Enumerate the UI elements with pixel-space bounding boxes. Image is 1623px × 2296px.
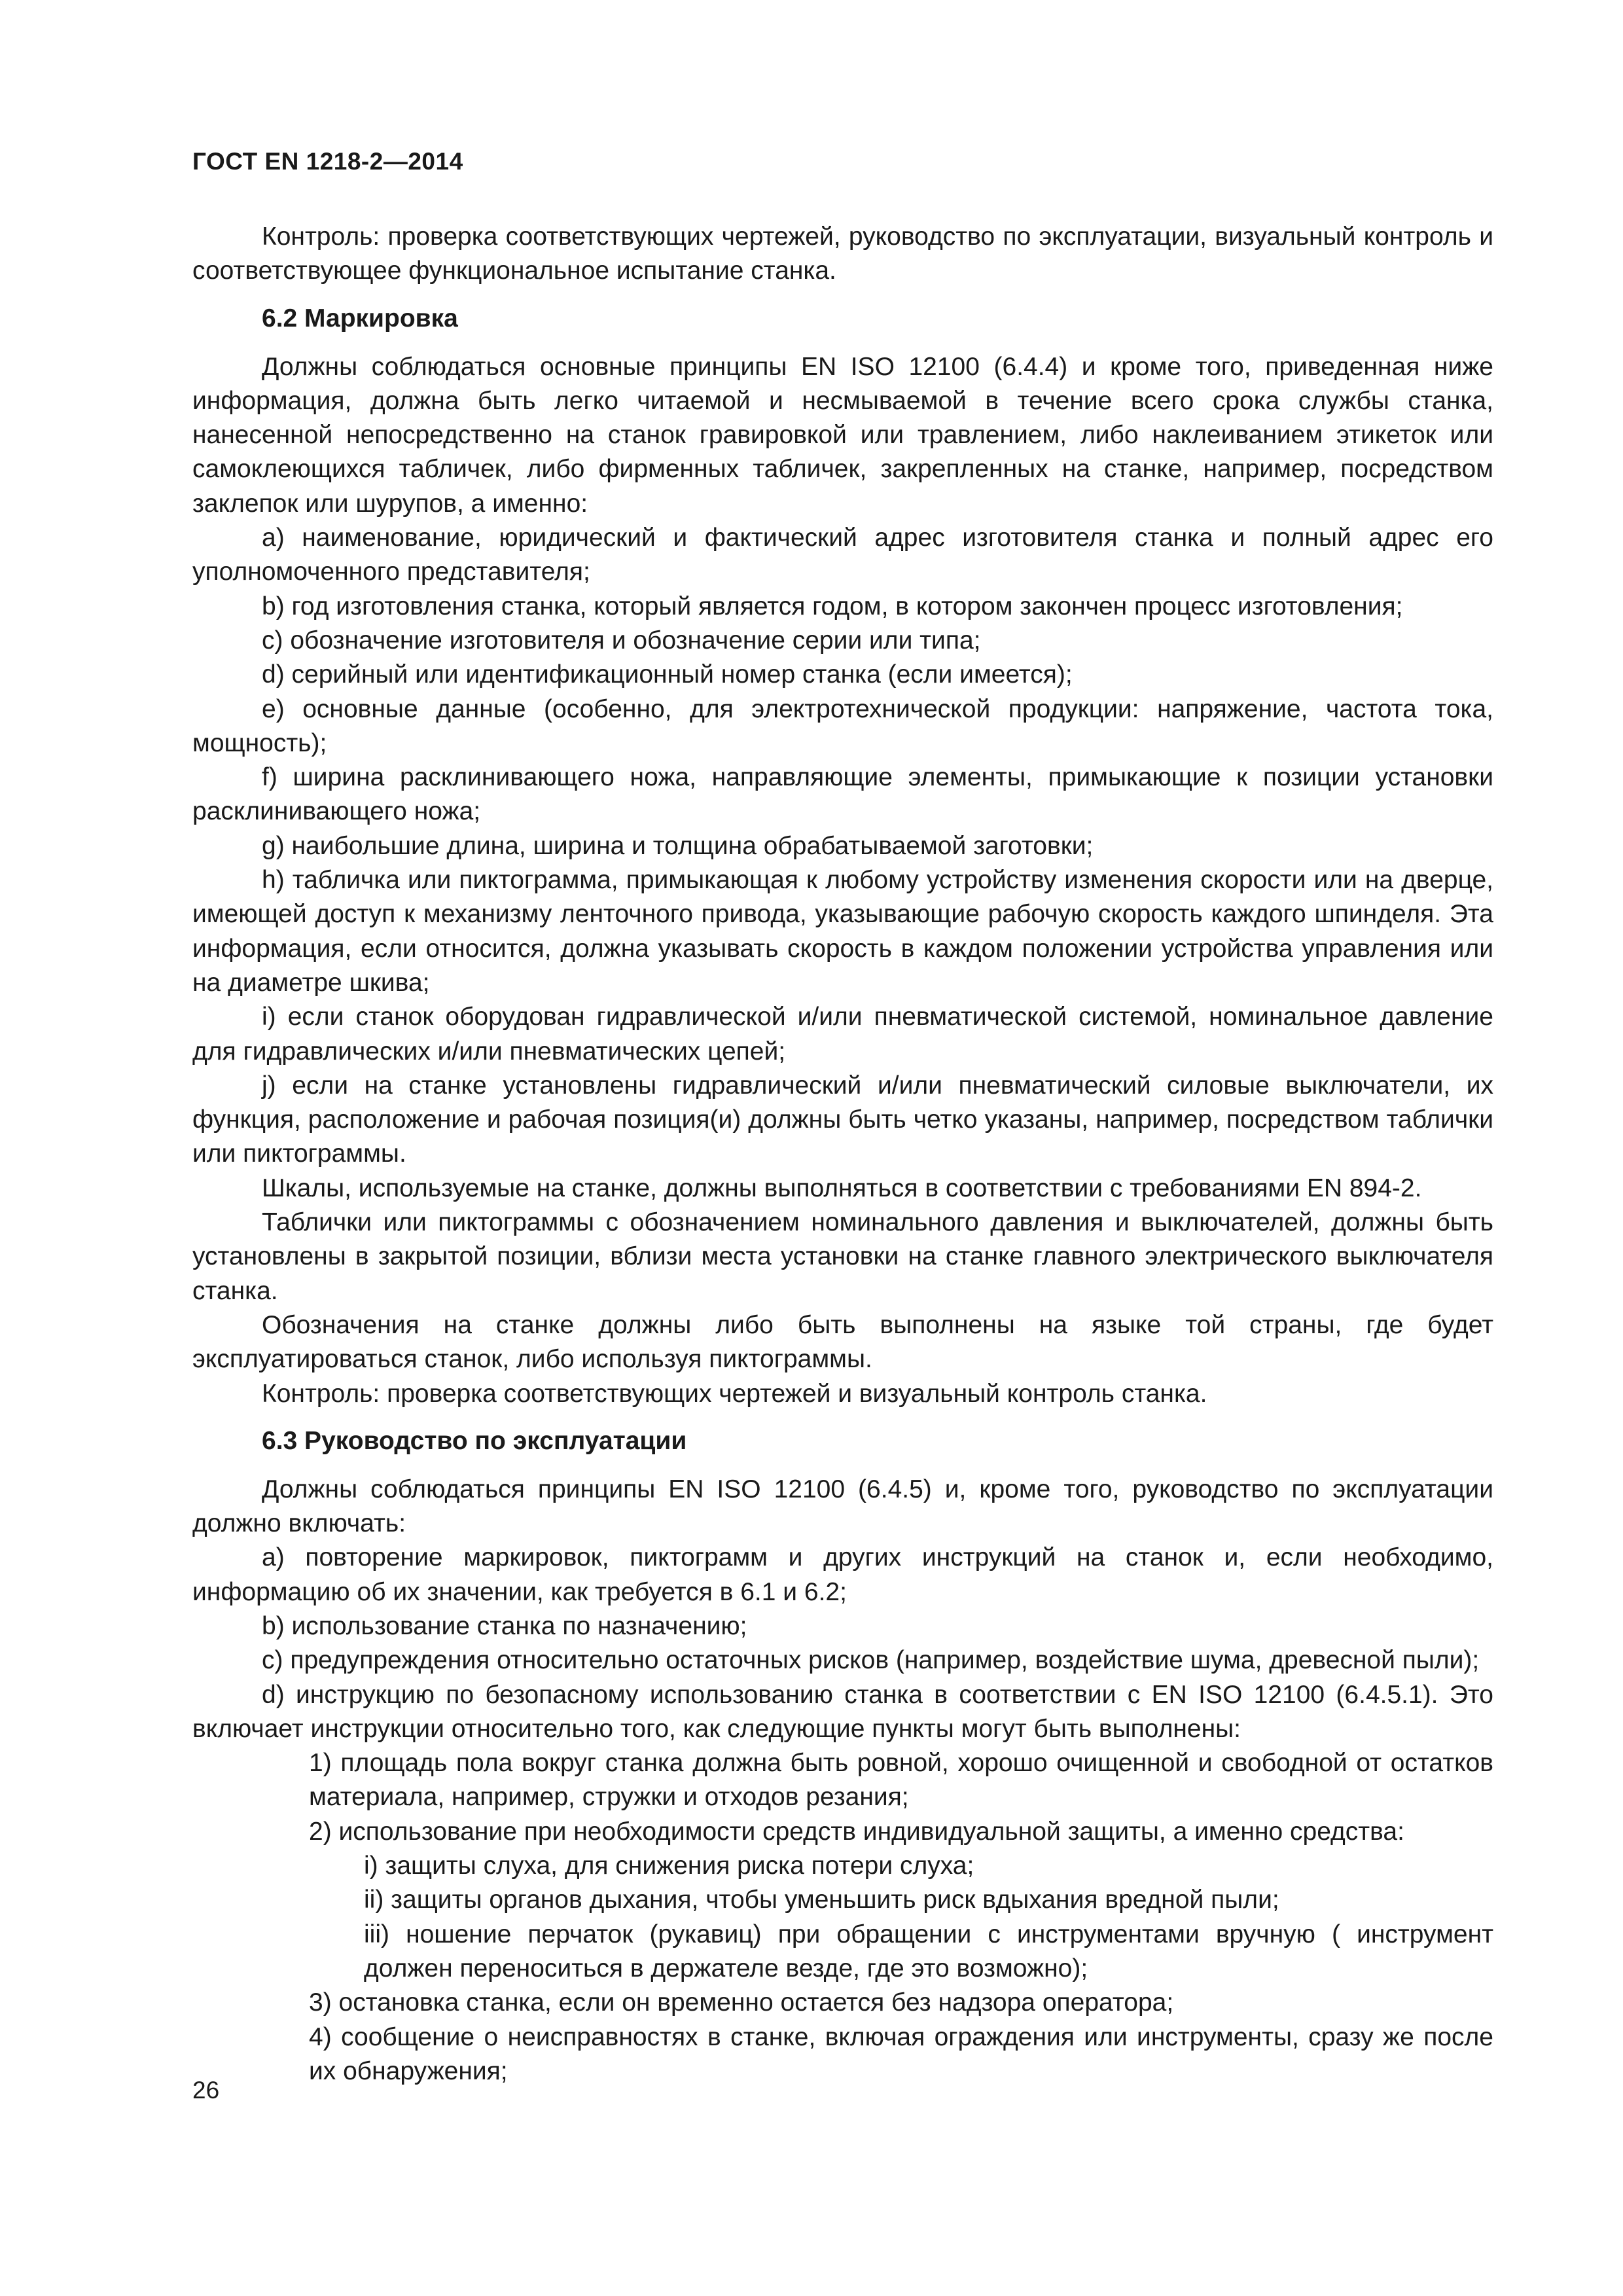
list-item: g) наибольшие длина, ширина и толщина обрабатываемой заготовки;: [262, 831, 1094, 860]
list-item: b) год изготовления станка, который является годом, в котором закончен процесс изготовления;: [262, 592, 1403, 620]
paragraph: Контроль: проверка соответствующих чертежей и визуальный контроль станка.: [262, 1379, 1207, 1408]
paragraph: Должны соблюдаться принципы EN ISO 12100 (6.4.5) и, кроме того, руководство по эксплуатации должно включать:: [192, 1475, 1493, 1538]
page-number: 26: [192, 2077, 220, 2104]
sub-list-item: 4) сообщение о неисправностях в станке, включая ограждения или инструменты, сразу же после их обнаружения;: [309, 2022, 1493, 2085]
list-item: b) использование станка по назначению;: [262, 1611, 747, 1640]
list-item: f) ширина расклинивающего ножа, направляющие элементы, примыкающие к позиции установки расклинивающего ножа;: [192, 763, 1493, 826]
paragraph: Контроль: проверка соответствующих чертежей, руководство по эксплуатации, визуальный контроль и соответствующее функциональное испытание станка.: [192, 223, 1493, 285]
list-item: a) повторение маркировок, пиктограмм и других инструкций на станок и, если необходимо, информацию об их значении, как требуется в 6.1 и 6.2;: [192, 1543, 1493, 1606]
list-item: d) инструкцию по безопасному использованию станка в соответствии с EN ISO 12100 (6.4.5.1). Это включает инструкции относительно того, как следующие пункты могут быть выполнены:: [192, 1680, 1493, 1743]
sub-sub-list-item: i) защиты слуха, для снижения риска потери слуха;: [364, 1852, 974, 1880]
paragraph: Таблички или пиктограммы с обозначением номинального давления и выключателей, должны быть установлены в закрытой позиции, вблизи места установки на станке главного электрического выключателя станка.: [192, 1208, 1493, 1305]
list-item: i) если станок оборудован гидравлической и/или пневматической системой, номинальное давление для гидравлических и/или пневматических цепей;: [192, 1003, 1493, 1066]
list-item: c) обозначение изготовителя и обозначение серии или типа;: [262, 626, 981, 655]
paragraph: Шкалы, используемые на станке, должны выполняться в соответствии с требованиями EN 894-2.: [262, 1174, 1422, 1202]
paragraph: Должны соблюдаться основные принципы EN ISO 12100 (6.4.4) и кроме того, приведенная ниже информация, должна быть легко читаемой и несмываемой в течение всего срока службы станка, нанесенной непосредственно на станок гравировкой или травлением, либо наклеиванием этикеток или самоклеющихся табличек, либо фирменных табличек, закрепленных на станке, например, посредством заклепок или шурупов, а именно:: [192, 352, 1493, 518]
sub-sub-list-item: ii) защиты органов дыхания, чтобы уменьшить риск вдыхания вредной пыли;: [364, 1886, 1279, 1914]
section-heading-6-3: 6.3 Руководство по эксплуатации: [262, 1426, 687, 1455]
section-heading-6-2: 6.2 Маркировка: [262, 304, 458, 332]
list-item: e) основные данные (особенно, для электротехнической продукции: напряжение, частота тока, мощность);: [192, 694, 1493, 757]
sub-list-item: 1) площадь пола вокруг станка должна быть ровной, хорошо очищенной и свободной от остатков материала, например, стружки и отходов резания;: [309, 1749, 1493, 1812]
sub-list-item: 3) остановка станка, если он временно остается без надзора оператора;: [309, 1988, 1174, 2017]
list-item: j) если на станке установлены гидравлический и/или пневматический силовые выключатели, их функция, расположение и рабочая позиция(и) должны быть четко указаны, например, посредством таблички или пиктограммы.: [192, 1071, 1493, 1168]
document-body: [192, 220, 1493, 2089]
list-item: h) табличка или пиктограмма, примыкающая к любому устройству изменения скорости или на дверце, имеющей доступ к механизму ленточного привода, указывающие рабочую скорость каждого шпинделя. Эта информация, если относится, должна указывать скорость в каждом положении устройства управления или на диаметре шкива;: [192, 866, 1493, 997]
document-header: ГОСТ EN 1218-2—2014: [192, 148, 463, 175]
list-item: a) наименование, юридический и фактический адрес изготовителя станка и полный адрес его уполномоченного представителя;: [192, 524, 1493, 586]
sub-sub-list-item: iii) ношение перчаток (рукавиц) при обращении с инструментами вручную ( инструмент должен переноситься в держателе везде, где это возможно);: [364, 1920, 1493, 1982]
sub-list-item: 2) использование при необходимости средств индивидуальной защиты, а именно средства:: [309, 1817, 1404, 1846]
list-item: d) серийный или идентификационный номер станка (если имеется);: [262, 660, 1073, 689]
list-item: c) предупреждения относительно остаточных рисков (например, воздействие шума, древесной пыли);: [262, 1646, 1480, 1675]
paragraph: Обозначения на станке должны либо быть выполнены на языке той страны, где будет эксплуатироваться станок, либо используя пиктограммы.: [192, 1310, 1493, 1374]
